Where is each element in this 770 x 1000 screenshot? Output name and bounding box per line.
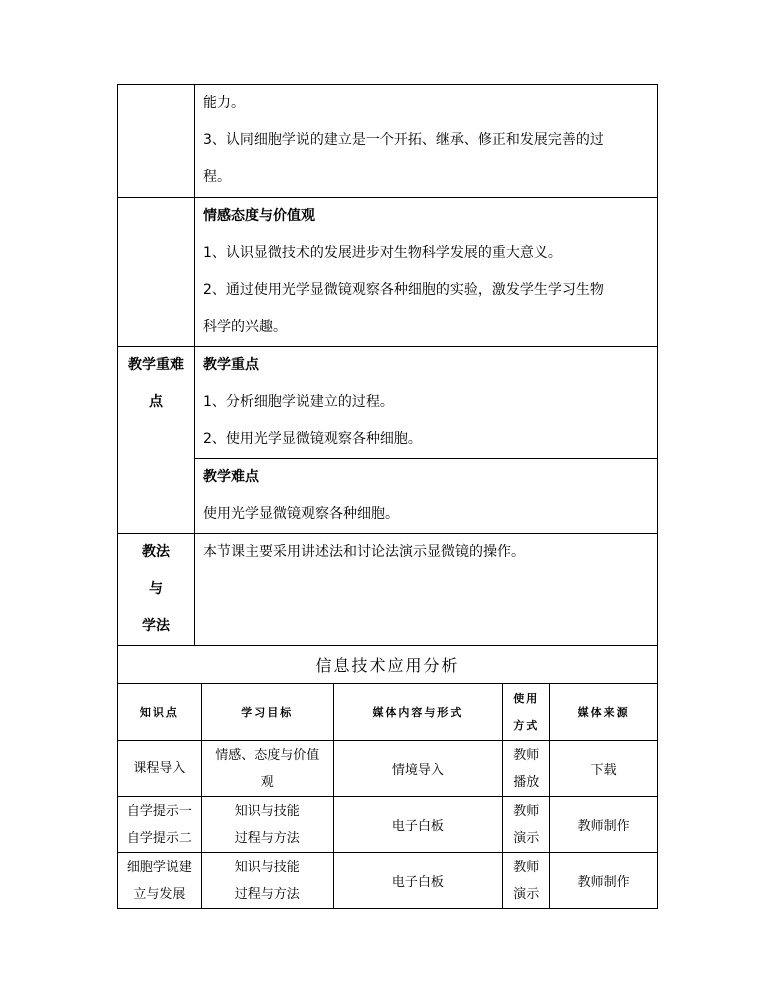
row1-usage-line2: 播放 [513,774,540,790]
methods-label [118,534,195,646]
key-points-label-line1: 教学重难 [128,357,184,373]
objectives-label-cell-cont [118,198,195,347]
table-row [118,853,658,909]
skills-cont-line: 能力。 [203,95,245,111]
row1-knowledge [118,741,202,797]
row3-knowledge-line1: 细胞学说建 [126,859,192,875]
lesson-plan-table [117,84,658,646]
header-knowledge: 知识点 [118,684,202,741]
skills-item3-line2: 程。 [203,169,231,185]
header-usage-line1: 使用 [513,692,540,705]
row3-knowledge [118,853,202,909]
skills-item3-line1: 3、认同细胞学说的建立是一个开拓、继承、修正和发展完善的过 [203,132,604,148]
it-table-title: 信息技术应用分析 [118,646,658,684]
methods-label-line1: 教法 [142,544,170,560]
methods-label-line3: 学法 [142,618,170,634]
difficulty-item: 使用光学显微镜观察各种细胞。 [203,506,399,522]
row1-goal-line1: 情感、态度与价值 [215,747,320,763]
row1-knowledge-line1: 课程导入 [133,761,186,776]
objectives-label-cell [118,85,195,198]
row3-knowledge-line2: 立与发展 [133,886,186,902]
row1-goal [201,741,333,797]
key-points-label-line2: 点 [149,394,163,410]
row1-media: 情境导入 [333,741,503,797]
row3-usage-line1: 教师 [513,859,540,875]
attitude-item-2-line2: 科学的兴趣。 [203,319,287,335]
attitude-item-2-line1: 2、通过使用光学显微镜观察各种细胞的实验，激发学生学习生物 [203,282,604,298]
row2-goal-line2: 过程与方法 [234,830,300,846]
attitude-item-1: 1、认识显微技术的发展进步对生物科学发展的重大意义。 [203,245,562,261]
difficulty-cell [195,459,658,534]
row2-media: 电子白板 [333,797,503,853]
methods-label-line2: 与 [149,581,163,597]
header-usage [503,684,550,741]
header-source: 媒体来源 [550,684,658,741]
attitude-heading: 情感态度与价值观 [203,208,315,224]
methods-text: 本节课主要采用讲述法和讨论法演示显微镜的操作。 [203,544,525,560]
table-row [118,797,658,853]
row2-knowledge-line2: 自学提示二 [126,830,192,846]
row3-goal-line1: 知识与技能 [234,859,300,875]
focus-item-2: 2、使用光学显微镜观察各种细胞。 [203,431,422,447]
row3-media: 电子白板 [333,853,503,909]
row3-goal [201,853,333,909]
header-usage-line2: 方式 [513,719,540,732]
key-points-label [118,347,195,534]
it-analysis-table [117,645,658,909]
row2-usage [503,797,550,853]
focus-item-1: 1、分析细胞学说建立的过程。 [203,394,394,410]
row2-knowledge [118,797,202,853]
row1-goal-line2: 观 [260,774,274,790]
row2-usage-line2: 演示 [513,830,540,846]
table-row [118,741,658,797]
row2-goal-line1: 知识与技能 [234,803,300,819]
row2-knowledge-line1: 自学提示一 [126,803,192,819]
row3-usage [503,853,550,909]
row2-goal [201,797,333,853]
difficulty-heading: 教学难点 [203,469,259,485]
methods-cell [195,534,658,646]
skills-cell [195,85,658,198]
header-media: 媒体内容与形式 [333,684,503,741]
header-goal: 学习目标 [201,684,333,741]
row3-usage-line2: 演示 [513,886,540,902]
row1-usage [503,741,550,797]
focus-heading: 教学重点 [203,357,259,373]
focus-cell [195,347,658,459]
attitude-cell [195,198,658,347]
row1-usage-line1: 教师 [513,747,540,763]
row3-source: 教师制作 [550,853,658,909]
row2-usage-line1: 教师 [513,803,540,819]
row1-source: 下载 [550,741,658,797]
row3-goal-line2: 过程与方法 [234,886,300,902]
row2-source: 教师制作 [550,797,658,853]
